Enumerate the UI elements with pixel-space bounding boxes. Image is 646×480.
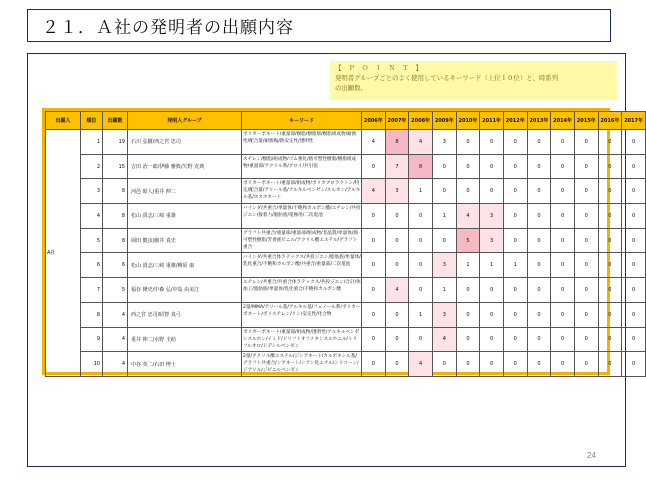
rank-cell: 3 xyxy=(81,179,103,204)
table-row xyxy=(46,302,646,327)
year-count-cell: 4 xyxy=(432,327,456,352)
year-count-cell: 0 xyxy=(527,179,551,204)
year-count-cell: 0 xyxy=(385,204,409,229)
year-count-cell: 1 xyxy=(480,253,504,278)
table-row xyxy=(46,179,646,204)
year-count-cell: 0 xyxy=(385,253,409,278)
year-count-cell: 0 xyxy=(574,228,598,253)
year-count-cell: 0 xyxy=(574,204,598,229)
rank-cell: 7 xyxy=(81,278,103,303)
header-year: 2009年 xyxy=(432,112,456,130)
group-cell: 石川 弘樹/西之宮 忠司 xyxy=(128,130,242,155)
year-count-cell: 0 xyxy=(598,179,622,204)
year-count-cell: 0 xyxy=(503,179,527,204)
table-row xyxy=(46,253,646,278)
table-body xyxy=(46,130,646,377)
count-cell: 4 xyxy=(103,352,128,377)
year-count-cell: 4 xyxy=(456,204,480,229)
header-rank: 順位 xyxy=(81,112,103,130)
year-count-cell: 0 xyxy=(456,130,480,155)
year-count-cell: 3 xyxy=(432,130,456,155)
rank-cell: 4 xyxy=(81,204,103,229)
year-count-cell: 0 xyxy=(622,154,646,179)
header-year: 2006年 xyxy=(362,112,386,130)
year-count-cell: 0 xyxy=(574,154,598,179)
year-count-cell: 0 xyxy=(409,278,433,303)
year-count-cell: 0 xyxy=(598,278,622,303)
year-count-cell: 0 xyxy=(551,352,575,377)
point-text-line2: の出願数。 xyxy=(335,84,367,92)
year-count-cell: 0 xyxy=(362,204,386,229)
keyword-cell: 2量/アクリル酸エステル/ジシアネート/カルボキシル基/グラフト共重合/シアネート/シアン化エチル/シリコーン/ジアリル/ジビニルベンゼン xyxy=(242,352,362,377)
keyword-cell: スチレン/樹脂/組成物/ゴム強化/熱可塑性樹脂/樹脂組成物/重量部/アクリル系/アロイ/共引張 xyxy=(242,154,362,179)
year-count-cell: 0 xyxy=(551,179,575,204)
year-count-cell: 0 xyxy=(432,154,456,179)
rank-cell: 10 xyxy=(81,352,103,377)
table-row xyxy=(46,154,646,179)
year-count-cell: 4 xyxy=(362,130,386,155)
point-callout xyxy=(330,61,617,100)
year-count-cell: 0 xyxy=(527,154,551,179)
year-count-cell: 0 xyxy=(527,204,551,229)
rank-cell: 8 xyxy=(81,302,103,327)
count-cell: 4 xyxy=(103,302,128,327)
header-year: 2012年 xyxy=(503,112,527,130)
header-year: 2016年 xyxy=(598,112,622,130)
year-count-cell: 1 xyxy=(432,278,456,303)
year-count-cell: 0 xyxy=(503,130,527,155)
year-count-cell: 0 xyxy=(527,327,551,352)
year-count-cell: 0 xyxy=(456,154,480,179)
keyword-cell: ポリカーボネート/重量部/組成物/ポリカプロラクトン/特定/配合量/アリール基/アルキルベンゼン/スルホン/アルキル基/ホスホネート xyxy=(242,179,362,204)
year-count-cell: 0 xyxy=(598,352,622,377)
year-count-cell: 0 xyxy=(622,130,646,155)
year-count-cell: 0 xyxy=(456,179,480,204)
year-count-cell: 0 xyxy=(503,352,527,377)
keyword-cell: バインダ/共重合体ラテックス/共役ジエン/脂肪族/単量体/乳化重合/不飽和カルボン酸/共重合/重量部/二次電池 xyxy=(242,253,362,278)
year-count-cell: 0 xyxy=(480,179,504,204)
year-count-cell: 0 xyxy=(385,302,409,327)
keyword-cell: エチレン/共重合/共重合体ラテックス/共役ジエン/合計/体加工/脂肪族/単量体/乳化重合/不飽和カルボン酸 xyxy=(242,278,362,303)
year-count-cell: 1 xyxy=(432,204,456,229)
count-cell: 15 xyxy=(103,154,128,179)
year-count-cell: 0 xyxy=(527,278,551,303)
applicant-cell: A社 xyxy=(46,130,81,377)
header-year: 2014年 xyxy=(551,112,575,130)
year-count-cell: 0 xyxy=(551,302,575,327)
year-count-cell: 3 xyxy=(432,253,456,278)
year-count-cell: 0 xyxy=(503,327,527,352)
year-count-cell: 4 xyxy=(409,130,433,155)
table-row xyxy=(46,352,646,377)
year-count-cell: 0 xyxy=(551,327,575,352)
table-row xyxy=(46,278,646,303)
group-cell: 吉田 治一郎/伊藤 雅典/矢野 克典 xyxy=(128,154,242,179)
year-count-cell: 0 xyxy=(362,154,386,179)
count-cell: 8 xyxy=(103,179,128,204)
year-count-cell: 0 xyxy=(622,204,646,229)
rank-cell: 6 xyxy=(81,253,103,278)
year-count-cell: 0 xyxy=(574,302,598,327)
keyword-cell: バインダ/共重合/単量体/不飽和カルボン酸/エチレン/共役ジエン/接着力/脂肪族/電極用/二次電池 xyxy=(242,204,362,229)
year-count-cell: 0 xyxy=(503,154,527,179)
year-count-cell: 0 xyxy=(598,327,622,352)
year-count-cell: 0 xyxy=(598,204,622,229)
year-count-cell: 0 xyxy=(574,327,598,352)
year-count-cell: 3 xyxy=(432,302,456,327)
year-count-cell: 0 xyxy=(622,352,646,377)
year-count-cell: 1 xyxy=(503,253,527,278)
year-count-cell: 0 xyxy=(622,278,646,303)
inventor-table-container xyxy=(42,108,643,375)
year-count-cell: 0 xyxy=(574,179,598,204)
slide-title: ２１．Ａ社の発明者の出願内容 xyxy=(27,9,611,42)
year-count-cell: 8 xyxy=(409,154,433,179)
year-count-cell: 3 xyxy=(480,204,504,229)
group-cell: 福谷 隆史/中森 弘/中島 由美江 xyxy=(128,278,242,303)
group-cell: 松山 貴志/三崎 重雄/柳原 康 xyxy=(128,253,242,278)
year-count-cell: 1 xyxy=(409,179,433,204)
rank-cell: 2 xyxy=(81,154,103,179)
header-year: 2010年 xyxy=(456,112,480,130)
group-cell: 岡田 健彦/細井 真史 xyxy=(128,228,242,253)
header-year: 2013年 xyxy=(527,112,551,130)
count-cell: 4 xyxy=(103,327,128,352)
year-count-cell: 0 xyxy=(622,302,646,327)
group-cell: 重井 伸二/水野 圭助 xyxy=(128,327,242,352)
keyword-cell: 2量/MMA/アリール基/アルキル基/フェノール系/ポリカーボネート/ポリスチレン/リン/安定性/化合物 xyxy=(242,302,362,327)
year-count-cell: 1 xyxy=(456,253,480,278)
year-count-cell: 0 xyxy=(551,130,575,155)
year-count-cell: 0 xyxy=(385,327,409,352)
header-year: 2008年 xyxy=(409,112,433,130)
year-count-cell: 0 xyxy=(385,228,409,253)
year-count-cell: 0 xyxy=(527,352,551,377)
year-count-cell: 0 xyxy=(409,204,433,229)
year-count-cell: 0 xyxy=(456,302,480,327)
year-count-cell: 0 xyxy=(432,228,456,253)
year-count-cell: 1 xyxy=(409,302,433,327)
year-count-cell: 0 xyxy=(362,253,386,278)
header-year: 2017年 xyxy=(622,112,646,130)
year-count-cell: 0 xyxy=(456,352,480,377)
year-count-cell: 0 xyxy=(574,352,598,377)
year-count-cell: 0 xyxy=(622,253,646,278)
group-cell: 松山 貴志/三崎 重雄 xyxy=(128,204,242,229)
keyword-cell: ポリカーボネート/重量部/組成物/透明性/アルキルベンゼンスルホン/イミド/ドリフトオフメタンスルホニル/トリフルオロ/ドデシルベンゼン xyxy=(242,327,362,352)
inventor-table xyxy=(45,111,646,377)
year-count-cell: 4 xyxy=(362,179,386,204)
rank-cell: 5 xyxy=(81,228,103,253)
table-row xyxy=(46,130,646,155)
header-applicant: 出願人 xyxy=(46,112,81,130)
count-cell: 5 xyxy=(103,278,128,303)
year-count-cell: 0 xyxy=(432,179,456,204)
year-count-cell: 0 xyxy=(551,228,575,253)
rank-cell: 1 xyxy=(81,130,103,155)
year-count-cell: 0 xyxy=(527,302,551,327)
header-year: 2015年 xyxy=(574,112,598,130)
year-count-cell: 8 xyxy=(385,130,409,155)
table-header-row xyxy=(46,112,646,130)
year-count-cell: 7 xyxy=(385,154,409,179)
count-cell: 8 xyxy=(103,228,128,253)
year-count-cell: 0 xyxy=(551,154,575,179)
year-count-cell: 4 xyxy=(409,352,433,377)
header-group: 発明人グループ xyxy=(128,112,242,130)
year-count-cell: 0 xyxy=(480,327,504,352)
rank-cell: 9 xyxy=(81,327,103,352)
year-count-cell: 0 xyxy=(503,278,527,303)
table-row xyxy=(46,228,646,253)
year-count-cell: 0 xyxy=(551,278,575,303)
year-count-cell: 0 xyxy=(409,253,433,278)
count-cell: 8 xyxy=(103,204,128,229)
group-cell: 西之宮 忠司/昭智 真弓 xyxy=(128,302,242,327)
year-count-cell: 0 xyxy=(598,154,622,179)
year-count-cell: 0 xyxy=(622,228,646,253)
year-count-cell: 0 xyxy=(362,278,386,303)
header-keyword: キーワード xyxy=(242,112,362,130)
year-count-cell: 0 xyxy=(598,302,622,327)
table-row xyxy=(46,327,646,352)
year-count-cell: 0 xyxy=(385,352,409,377)
year-count-cell: 0 xyxy=(503,228,527,253)
year-count-cell: 0 xyxy=(480,154,504,179)
year-count-cell: 0 xyxy=(551,204,575,229)
year-count-cell: 0 xyxy=(362,352,386,377)
year-count-cell: 0 xyxy=(362,302,386,327)
year-count-cell: 0 xyxy=(432,352,456,377)
year-count-cell: 0 xyxy=(527,228,551,253)
year-count-cell: 0 xyxy=(574,278,598,303)
year-count-cell: 0 xyxy=(480,130,504,155)
year-count-cell: 0 xyxy=(480,352,504,377)
group-cell: 河邑 昭人/重井 伸二 xyxy=(128,179,242,204)
year-count-cell: 0 xyxy=(527,130,551,155)
header-year: 2007年 xyxy=(385,112,409,130)
point-heading: 【 Ｐ Ｏ Ｉ Ｎ Ｔ 】 xyxy=(335,64,425,72)
count-cell: 19 xyxy=(103,130,128,155)
table-row xyxy=(46,204,646,229)
year-count-cell: 0 xyxy=(527,253,551,278)
header-year: 2011年 xyxy=(480,112,504,130)
year-count-cell: 4 xyxy=(385,278,409,303)
year-count-cell: 0 xyxy=(622,179,646,204)
year-count-cell: 0 xyxy=(456,278,480,303)
year-count-cell: 0 xyxy=(503,204,527,229)
year-count-cell: 0 xyxy=(574,253,598,278)
year-count-cell: 0 xyxy=(598,130,622,155)
year-count-cell: 0 xyxy=(551,253,575,278)
year-count-cell: 0 xyxy=(480,278,504,303)
year-count-cell: 0 xyxy=(456,327,480,352)
year-count-cell: 0 xyxy=(409,327,433,352)
year-count-cell: 0 xyxy=(598,228,622,253)
point-text-line1: 発明者グループごとのよく使用しているキーワード（上位１０位）と、時系列 xyxy=(335,74,559,82)
year-count-cell: 0 xyxy=(503,302,527,327)
year-count-cell: 3 xyxy=(480,228,504,253)
header-count: 出願数 xyxy=(103,112,128,130)
year-count-cell: 0 xyxy=(362,327,386,352)
keyword-cell: ポリカーボネート/重量部/樹脂/樹脂層/樹脂組成物/耐熱性/配合量/耐擦傷/熱安定性/透明性 xyxy=(242,130,362,155)
year-count-cell: 0 xyxy=(598,253,622,278)
year-count-cell: 0 xyxy=(574,130,598,155)
year-count-cell: 5 xyxy=(456,228,480,253)
keyword-cell: グラフト共重合/重量部/重量部/組成物/非晶質/単量体/熱可塑性樹脂/芳香族ビニル/アクリル酸エステル/グラフト重合 xyxy=(242,228,362,253)
year-count-cell: 0 xyxy=(480,302,504,327)
year-count-cell: 3 xyxy=(385,179,409,204)
group-cell: 中谷 英二/石田 博士 xyxy=(128,352,242,377)
year-count-cell: 0 xyxy=(409,228,433,253)
year-count-cell: 0 xyxy=(362,228,386,253)
year-count-cell: 0 xyxy=(622,327,646,352)
page-number: 24 xyxy=(587,451,596,460)
count-cell: 6 xyxy=(103,253,128,278)
